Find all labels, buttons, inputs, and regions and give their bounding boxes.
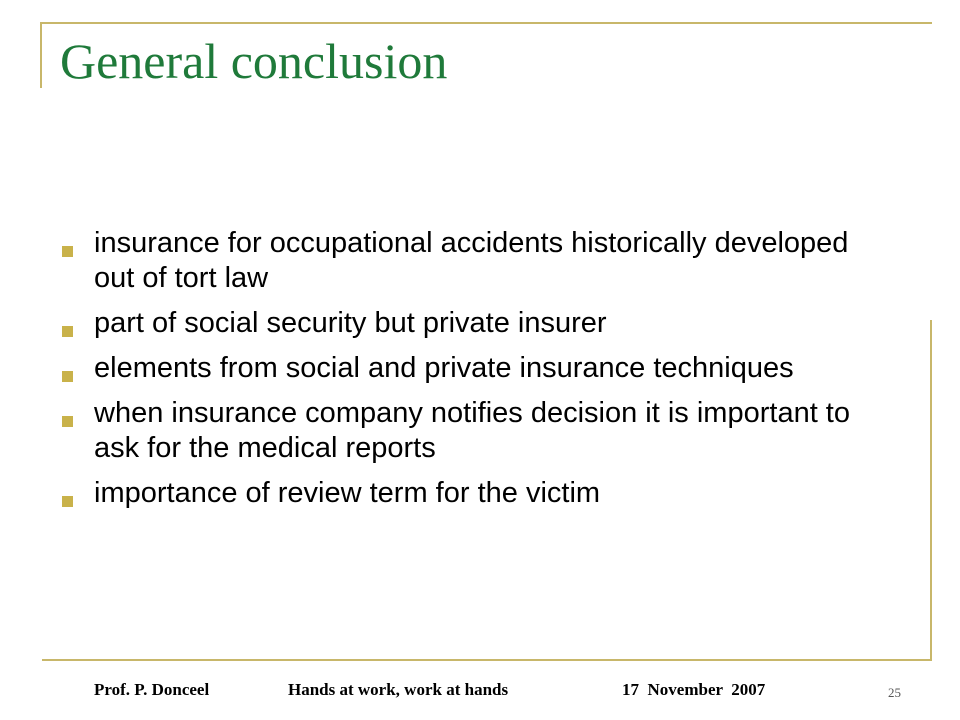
square-bullet-icon (62, 326, 73, 337)
footer-date: 17 November 2007 (622, 680, 766, 699)
square-bullet-icon (62, 416, 73, 427)
bullet-text: insurance for occupational accidents historically developed out of tort law (94, 227, 849, 294)
square-bullet-icon (62, 246, 73, 257)
frame-top-line (40, 22, 932, 24)
frame-bottom-line (42, 659, 932, 661)
bullet-item (60, 476, 880, 511)
bullet-item (60, 351, 880, 386)
page-number: 25 (888, 685, 901, 700)
bullet-text: when insurance company notifies decision it is important to ask for the medical reports (94, 397, 850, 464)
square-bullet-icon (62, 371, 73, 382)
footer-event: Hands at work, work at hands (288, 680, 509, 699)
bullet-list (60, 226, 880, 521)
bullet-text: elements from social and private insurance techniques (94, 352, 794, 384)
square-bullet-icon (62, 496, 73, 507)
frame-left-line (40, 22, 42, 88)
bullet-item (60, 396, 880, 466)
bullet-text: part of social security but private insurer (94, 307, 607, 339)
frame-right-line (930, 320, 932, 660)
bullet-text: importance of review term for the victim (94, 477, 601, 509)
footer-author: Prof. P. Donceel (94, 680, 210, 699)
bullet-item (60, 306, 880, 341)
slide-title: General conclusion (60, 33, 448, 89)
bullet-item (60, 226, 880, 296)
